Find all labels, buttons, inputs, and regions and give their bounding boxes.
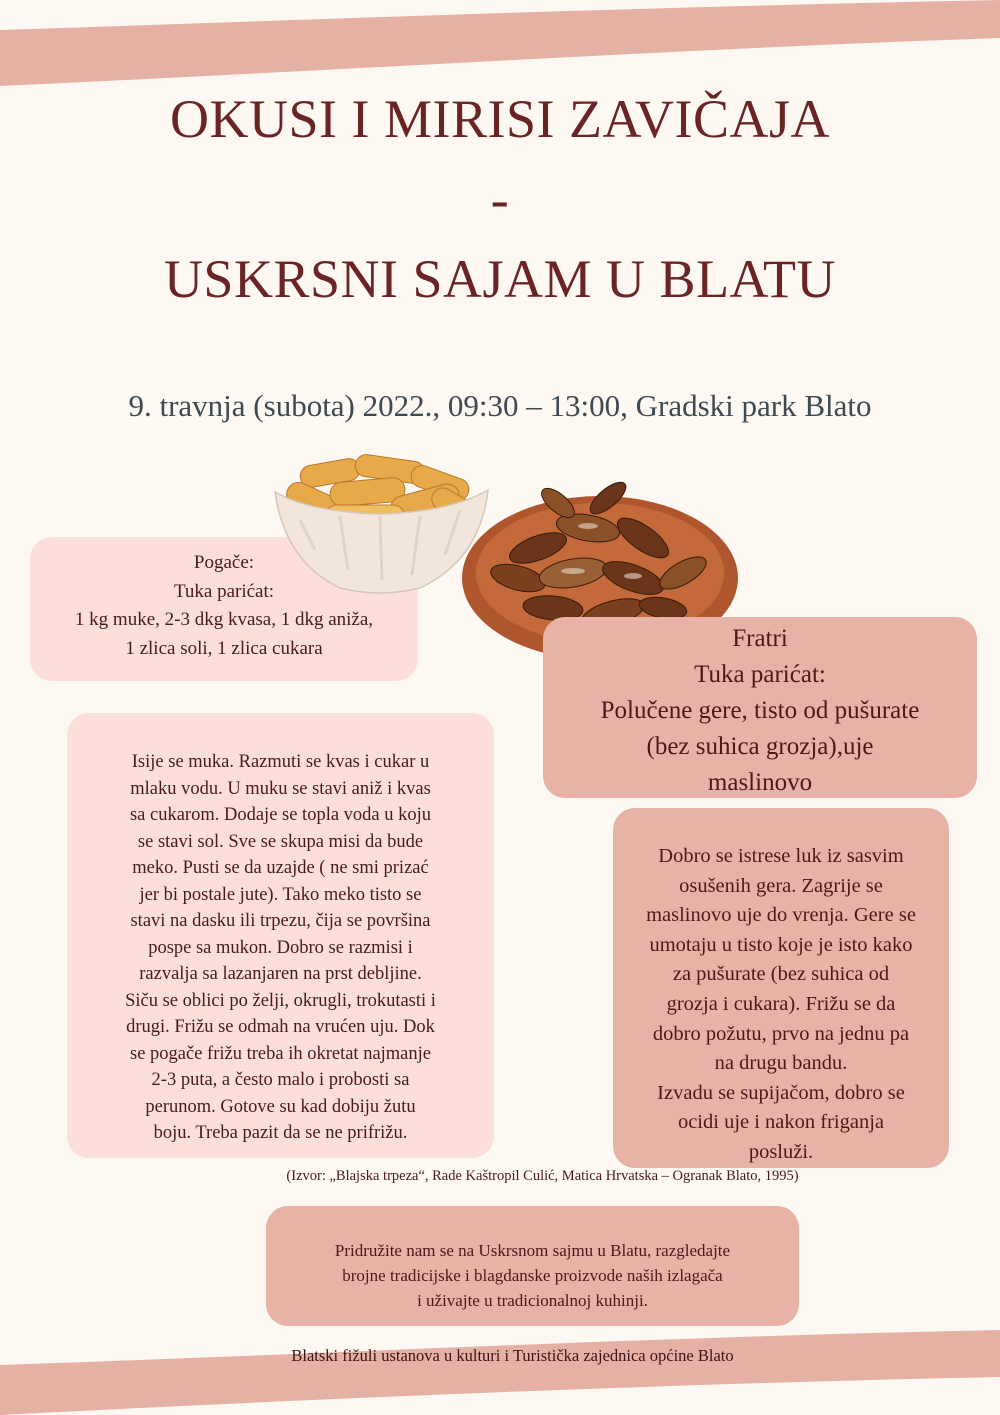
title-separator: - [490,169,510,229]
recipe-line: umotaju u tisto koje je isto kako [649,933,913,956]
ingredients-line: Polučene gere, tisto od pušurate [600,697,920,724]
recipe-line: 2-3 puta, a često malo i probosti sa [151,1070,410,1090]
source-citation: (Izvor: „Blajska trpeza“, Rade Kaštropil Culić, Matica Hrvatska – Ogranak Blato, 1995) [286,1168,799,1184]
recipe-line: stavi na dasku ili trpezu, čija se površina [130,911,431,931]
ingredients-line: 1 zlica soli, 1 zlica cukara [125,637,323,659]
fratri-recipe-box [613,808,949,1168]
pogace-recipe-box [67,713,494,1158]
fratri-heading: Fratri [732,625,788,652]
invitation-line: Pridružite nam se na Uskrsnom sajmu u Blatu, razgledajte [334,1241,731,1260]
invitation-line: brojne tradicijske i blagdanske proizvode naših izlagača [342,1266,723,1285]
recipe-line: na drugu bandu. [714,1052,848,1075]
recipe-line: ocidi uje i nakon friganja [677,1111,885,1134]
recipe-line: mlaku vodu. U muku se stavi aniž i kvas [130,778,431,799]
recipe-line: Isije se muka. Razmuti se kvas i cukar u [131,752,430,772]
bottom-decorative-band [0,1325,1000,1415]
ingredients-line: maslinovo [707,769,813,796]
ingredients-label: Tuka parićat: [694,661,826,688]
recipe-line: jer bi postale jute). Tako meko tisto se [139,884,422,905]
fratri-ingredients-box [543,617,977,798]
ingredients-line: 1 kg muke, 2-3 dkg kvasa, 1 dkg aniža, [74,609,374,630]
recipe-line: posluži. [748,1140,814,1163]
recipe-line: maslinovo uje do vrenja. Gere se [646,904,916,927]
recipe-line: Siču se oblici po želji, okrugli, trokutasti i [125,990,436,1011]
recipe-line: se stavi sol. Sve se skupa misi da bude [137,831,424,852]
recipe-line: perunom. Gotove su kad dobiju žutu [145,1096,416,1117]
invitation-line: i uživajte u tradicionalnoj kuhinji. [417,1291,648,1310]
recipe-line: razvalja sa lazanjaren na prst debljine. [139,964,422,984]
top-decorative-band [0,0,1000,100]
ingredients-line: (bez suhica grozja),uje [646,733,874,760]
recipe-line: Dobro se istrese luk iz sasvim [658,845,904,867]
recipe-line: drugi. Frižu se odmah na vrućen uju. Dok [126,1017,435,1037]
recipe-line: meko. Pusti se da uzajde ( ne smi prizać [132,858,429,878]
footer-organizers: Blatski fižuli ustanova u kulturi i Turistička zajednica općine Blato [291,1346,734,1365]
ingredients-label: Tuka parićat: [173,580,275,602]
recipe-line: se pogače frižu treba ih okretat najmanje [130,1043,431,1064]
recipe-line: pospe sa mukon. Dobro se razmisi i [148,937,413,958]
recipe-line: boju. Treba pazit da se ne prifrižu. [153,1123,408,1143]
recipe-line: grozja i cukara). Frižu se da [666,992,896,1015]
invitation-box [266,1206,799,1326]
pogace-heading: Pogače: [193,552,255,573]
recipe-line: osušenih gera. Zagrije se [679,874,883,897]
recipe-line: Izvadu se supijačom, dobro se [657,1081,905,1104]
title-line-1: OKUSI I MIRISI ZAVIČAJA [169,89,831,149]
event-date-location: 9. travnja (subota) 2022., 09:30 – 13:00, Gradski park Blato [128,388,872,423]
recipe-line: za pušurate (bez suhica od [672,963,890,986]
title-line-2: USKRSNI SAJAM U BLATU [163,249,837,309]
recipe-line: dobro požutu, prvo na jednu pa [652,1022,910,1045]
recipe-line: sa cukarom. Dodaje se topla voda u koju [129,805,432,825]
